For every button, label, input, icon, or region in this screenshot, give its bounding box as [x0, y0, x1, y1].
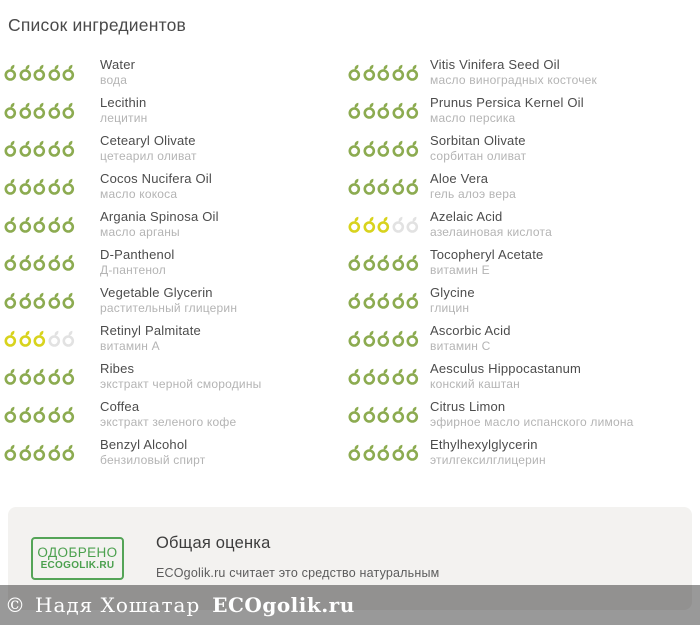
- ingredient-row: [345, 91, 692, 129]
- ingredient-rating: [4, 254, 100, 271]
- ingredient-rating: [4, 216, 100, 233]
- apple-icon: [4, 330, 17, 347]
- ingredient-rating: [4, 292, 100, 309]
- apple-icon: [406, 178, 419, 195]
- ingredient-rating: [348, 102, 430, 119]
- apple-icon: [19, 444, 32, 461]
- ingredient-row: [345, 205, 692, 243]
- ingredient-text-block: [430, 171, 692, 202]
- ingredient-text-block: [430, 361, 692, 392]
- apple-icon: [348, 140, 361, 157]
- apple-icon: [348, 178, 361, 195]
- apple-icon: [62, 368, 75, 385]
- ingredient-rating: [348, 64, 430, 81]
- ingredient-name: Tocopheryl Acetate: [430, 246, 544, 262]
- ingredient-text-block: [100, 399, 345, 430]
- ingredient-subtitle-ru: экстракт черной смородины: [100, 376, 262, 391]
- apple-icon: [406, 254, 419, 271]
- apple-icon: [377, 140, 390, 157]
- ingredient-name: Cocos Nucifera Oil: [100, 170, 212, 186]
- apple-icon: [377, 406, 390, 423]
- apple-icon: [19, 64, 32, 81]
- apple-icon: [377, 102, 390, 119]
- ingredient-text-block: [100, 323, 345, 354]
- apple-icon: [363, 292, 376, 309]
- apple-icon: [19, 178, 32, 195]
- ingredient-rating: [4, 406, 100, 423]
- apple-icon: [363, 140, 376, 157]
- apple-icon: [377, 368, 390, 385]
- overall-rating-text-block: [156, 534, 439, 580]
- apple-icon: [406, 330, 419, 347]
- apple-icon: [33, 216, 46, 233]
- ingredient-text-block: [430, 247, 692, 278]
- ingredient-subtitle-ru: цетеарил оливат: [100, 148, 197, 163]
- ingredient-subtitle-ru: гель алоэ вера: [430, 186, 516, 201]
- ingredient-rating: [348, 254, 430, 271]
- ingredient-text-block: [430, 437, 692, 468]
- apple-icon: [33, 140, 46, 157]
- ingredient-name: Aloe Vera: [430, 170, 489, 186]
- apple-icon: [392, 254, 405, 271]
- apple-icon: [377, 444, 390, 461]
- ingredient-name: D-Panthenol: [100, 246, 175, 262]
- apple-icon: [33, 292, 46, 309]
- apple-icon: [363, 64, 376, 81]
- ingredient-row: [0, 357, 345, 395]
- ingredient-grid: [0, 53, 700, 471]
- apple-icon: [392, 140, 405, 157]
- ingredient-subtitle-ru: эфирное масло испанского лимона: [430, 414, 634, 429]
- ingredient-row: [0, 205, 345, 243]
- apple-icon: [33, 254, 46, 271]
- apple-icon: [48, 64, 61, 81]
- apple-icon: [33, 178, 46, 195]
- ingredient-text-block: [430, 399, 692, 430]
- ingredient-text-block: [430, 57, 692, 88]
- apple-icon: [348, 292, 361, 309]
- ingredient-subtitle-ru: витамин Е: [430, 262, 490, 277]
- ingredient-subtitle-ru: бензиловый спирт: [100, 452, 206, 467]
- ingredient-rating: [4, 368, 100, 385]
- ingredient-subtitle-ru: масло персика: [430, 110, 516, 125]
- apple-icon: [19, 102, 32, 119]
- ingredient-subtitle-ru: конский каштан: [430, 376, 520, 391]
- apple-icon: [377, 292, 390, 309]
- apple-icon: [48, 216, 61, 233]
- apple-icon: [33, 368, 46, 385]
- ingredient-row: [0, 53, 345, 91]
- ingredient-rating: [348, 406, 430, 423]
- ingredient-text-block: [100, 437, 345, 468]
- ingredient-row: [0, 129, 345, 167]
- page-title: Список ингредиентов: [8, 15, 187, 35]
- ingredient-text-block: [100, 361, 345, 392]
- ingredient-name: Benzyl Alcohol: [100, 436, 188, 452]
- ingredient-rating: [4, 330, 100, 347]
- apple-icon: [4, 64, 17, 81]
- apple-icon: [392, 102, 405, 119]
- approved-stamp-line2: ECOGOLIK.RU: [40, 560, 115, 571]
- apple-icon: [348, 444, 361, 461]
- apple-icon: [348, 64, 361, 81]
- apple-icon: [392, 178, 405, 195]
- apple-icon: [62, 254, 75, 271]
- ingredient-subtitle-ru: Д-пантенол: [100, 262, 166, 277]
- ingredient-text-block: [100, 247, 345, 278]
- ingredient-subtitle-ru: вода: [100, 72, 128, 87]
- apple-icon: [48, 368, 61, 385]
- apple-icon: [62, 444, 75, 461]
- apple-icon: [4, 406, 17, 423]
- ingredient-rating: [4, 102, 100, 119]
- apple-icon: [4, 368, 17, 385]
- ingredient-text-block: [100, 171, 345, 202]
- ingredient-text-block: [100, 57, 345, 88]
- ingredient-subtitle-ru: азелаиновая кислота: [430, 224, 552, 239]
- ingredient-subtitle-ru: экстракт зеленого кофе: [100, 414, 237, 429]
- ingredient-name: Water: [100, 56, 136, 72]
- ingredient-name: Cetearyl Olivate: [100, 132, 196, 148]
- ingredient-row: [345, 243, 692, 281]
- ingredient-name: Vitis Vinifera Seed Oil: [430, 56, 560, 72]
- ingredient-rating: [348, 292, 430, 309]
- ingredient-rating: [4, 444, 100, 461]
- apple-icon: [377, 254, 390, 271]
- ingredient-rating: [4, 64, 100, 81]
- apple-icon: [4, 140, 17, 157]
- apple-icon: [4, 444, 17, 461]
- apple-icon: [348, 102, 361, 119]
- apple-icon: [348, 368, 361, 385]
- ingredient-subtitle-ru: витамин А: [100, 338, 160, 353]
- ingredient-name: Ribes: [100, 360, 135, 376]
- apple-icon: [62, 178, 75, 195]
- apple-icon: [4, 102, 17, 119]
- apple-icon: [406, 102, 419, 119]
- apple-icon: [48, 140, 61, 157]
- ingredients-page: [0, 15, 700, 625]
- ingredient-rating: [4, 140, 100, 157]
- apple-icon: [33, 406, 46, 423]
- apple-icon: [62, 64, 75, 81]
- apple-icon: [363, 444, 376, 461]
- apple-icon: [4, 254, 17, 271]
- ingredient-name: Prunus Persica Kernel Oil: [430, 94, 584, 110]
- ingredient-subtitle-ru: растительный глицерин: [100, 300, 238, 315]
- apple-icon: [392, 64, 405, 81]
- apple-icon: [33, 330, 46, 347]
- ingredient-subtitle-ru: витамин С: [430, 338, 491, 353]
- overall-rating-verdict: ECOgolik.ru считает это средство натуральным: [156, 565, 440, 580]
- ingredient-text-block: [430, 285, 692, 316]
- copyright-symbol: ©: [5, 593, 25, 617]
- approved-stamp-line1: ОДОБРЕНО: [37, 545, 118, 560]
- ingredient-subtitle-ru: масло арганы: [100, 224, 180, 239]
- ingredient-name: Ascorbic Acid: [430, 322, 511, 338]
- apple-icon: [348, 330, 361, 347]
- apple-icon: [377, 330, 390, 347]
- apple-icon: [406, 64, 419, 81]
- apple-icon: [348, 216, 361, 233]
- apple-icon: [62, 292, 75, 309]
- apple-icon: [48, 330, 61, 347]
- apple-icon: [48, 102, 61, 119]
- ingredient-name: Glycine: [430, 284, 475, 300]
- apple-icon: [406, 140, 419, 157]
- apple-icon: [19, 406, 32, 423]
- apple-icon: [377, 216, 390, 233]
- apple-icon: [392, 292, 405, 309]
- ingredient-name: Sorbitan Olivate: [430, 132, 526, 148]
- apple-icon: [363, 178, 376, 195]
- apple-icon: [392, 330, 405, 347]
- apple-icon: [392, 406, 405, 423]
- apple-icon: [33, 444, 46, 461]
- ingredient-row: [345, 357, 692, 395]
- ingredient-subtitle-ru: глицин: [430, 300, 470, 315]
- ingredient-text-block: [430, 323, 692, 354]
- ingredient-subtitle-ru: сорбитан оливат: [430, 148, 527, 163]
- ingredient-name: Coffea: [100, 398, 140, 414]
- apple-icon: [348, 254, 361, 271]
- apple-icon: [48, 178, 61, 195]
- apple-icon: [363, 254, 376, 271]
- apple-icon: [363, 102, 376, 119]
- apple-icon: [48, 254, 61, 271]
- ingredient-subtitle-ru: этилгексилглицерин: [430, 452, 546, 467]
- overall-rating-heading: Общая оценка: [156, 533, 271, 552]
- apple-icon: [62, 216, 75, 233]
- apple-icon: [4, 178, 17, 195]
- apple-icon: [19, 254, 32, 271]
- ingredient-name: Ethylhexylglycerin: [430, 436, 538, 452]
- ingredient-text-block: [430, 95, 692, 126]
- ingredient-row: [0, 395, 345, 433]
- copyright-footer: [0, 585, 700, 625]
- ingredient-rating: [348, 330, 430, 347]
- apple-icon: [19, 140, 32, 157]
- apple-icon: [62, 102, 75, 119]
- apple-icon: [19, 330, 32, 347]
- ingredient-rating: [4, 178, 100, 195]
- ingredient-row: [345, 433, 692, 471]
- apple-icon: [19, 292, 32, 309]
- ingredient-rating: [348, 178, 430, 195]
- ingredient-row: [0, 433, 345, 471]
- apple-icon: [19, 216, 32, 233]
- apple-icon: [406, 368, 419, 385]
- apple-icon: [48, 444, 61, 461]
- ingredient-row: [0, 243, 345, 281]
- apple-icon: [363, 216, 376, 233]
- ingredient-name: Azelaic Acid: [430, 208, 503, 224]
- ingredient-name: Vegetable Glycerin: [100, 284, 213, 300]
- apple-icon: [392, 444, 405, 461]
- ingredient-rating: [348, 140, 430, 157]
- ingredient-name: Lecithin: [100, 94, 147, 110]
- apple-icon: [363, 406, 376, 423]
- footer-author: Надя Хошатар: [35, 593, 201, 617]
- ingredient-text-block: [100, 95, 345, 126]
- apple-icon: [377, 178, 390, 195]
- ingredient-name: Aesculus Hippocastanum: [430, 360, 582, 376]
- ingredient-row: [345, 167, 692, 205]
- apple-icon: [406, 292, 419, 309]
- apple-icon: [4, 292, 17, 309]
- apple-icon: [392, 368, 405, 385]
- ingredient-column-right: [345, 53, 692, 471]
- apple-icon: [19, 368, 32, 385]
- apple-icon: [33, 102, 46, 119]
- apple-icon: [363, 330, 376, 347]
- ingredient-subtitle-ru: лецитин: [100, 110, 148, 125]
- apple-icon: [62, 406, 75, 423]
- approved-stamp: [31, 537, 124, 580]
- ingredient-rating: [348, 216, 430, 233]
- apple-icon: [392, 216, 405, 233]
- ingredient-row: [0, 167, 345, 205]
- ingredient-rating: [348, 444, 430, 461]
- apple-icon: [406, 216, 419, 233]
- ingredient-subtitle-ru: масло кокоса: [100, 186, 178, 201]
- ingredient-name: Argania Spinosa Oil: [100, 208, 219, 224]
- ingredient-row: [0, 91, 345, 129]
- ingredient-row: [0, 319, 345, 357]
- ingredient-name: Retinyl Palmitate: [100, 322, 201, 338]
- apple-icon: [406, 406, 419, 423]
- ingredient-text-block: [100, 209, 345, 240]
- ingredient-row: [345, 395, 692, 433]
- apple-icon: [48, 292, 61, 309]
- ingredient-row: [345, 281, 692, 319]
- apple-icon: [363, 368, 376, 385]
- ingredient-name: Citrus Limon: [430, 398, 506, 414]
- ingredient-row: [345, 319, 692, 357]
- apple-icon: [33, 64, 46, 81]
- apple-icon: [62, 140, 75, 157]
- ingredient-subtitle-ru: масло виноградных косточек: [430, 72, 597, 87]
- ingredient-text-block: [100, 133, 345, 164]
- ingredient-row: [345, 53, 692, 91]
- ingredient-row: [0, 281, 345, 319]
- ingredient-rating: [348, 368, 430, 385]
- apple-icon: [348, 406, 361, 423]
- ingredient-column-left: [0, 53, 345, 471]
- apple-icon: [406, 444, 419, 461]
- ingredient-text-block: [430, 133, 692, 164]
- footer-site-link[interactable]: ECOgolik.ru: [212, 593, 355, 617]
- apple-icon: [48, 406, 61, 423]
- apple-icon: [62, 330, 75, 347]
- ingredient-row: [345, 129, 692, 167]
- apple-icon: [4, 216, 17, 233]
- ingredient-text-block: [100, 285, 345, 316]
- apple-icon: [377, 64, 390, 81]
- ingredient-text-block: [430, 209, 692, 240]
